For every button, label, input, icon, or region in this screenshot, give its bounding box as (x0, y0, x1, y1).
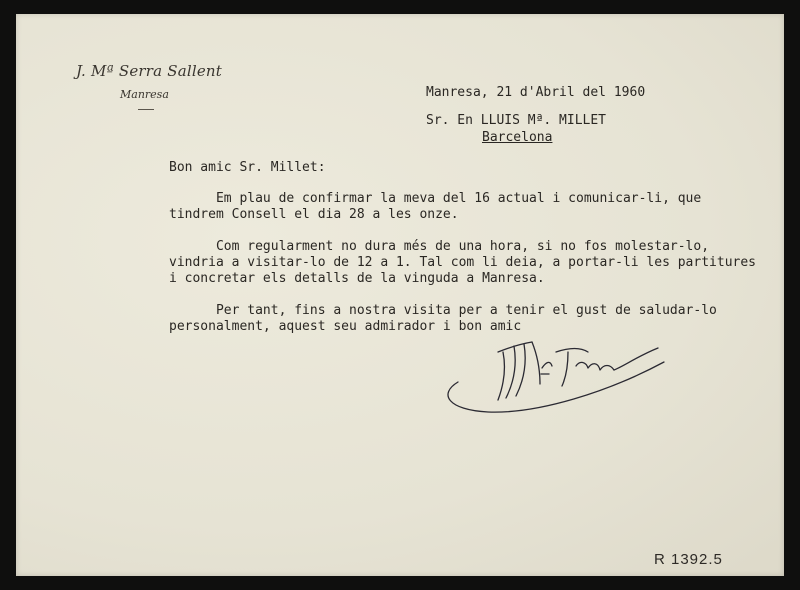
paragraph-1-line: Em plau de confirmar la meva del 16 actual i comunicar-li, que (169, 191, 702, 206)
archive-reference: R 1392.5 (654, 551, 723, 568)
paragraph-1-line: tindrem Consell el dia 28 a les onze. (169, 207, 459, 222)
paragraph-2-line: vindria a visitar-lo de 12 a 1. Tal com li deia, a portar-li les partitures (169, 255, 756, 270)
letterhead (76, 62, 222, 110)
paragraph-3-line: personalment, aquest seu admirador i bon amic (169, 319, 522, 334)
paragraph-3-line: Per tant, fins a nostra visita per a tenir el gust de saludar-lo (169, 303, 717, 318)
letterhead-name: J. Mª Serra Sallent (76, 62, 223, 80)
place-date: Manresa, 21 d'Abril del 1960 (426, 85, 646, 100)
recipient: Sr. En LLUIS Mª. MILLET (426, 113, 607, 128)
letterhead-city: Manresa (120, 88, 169, 101)
handwritten-signature (428, 322, 668, 422)
recipient-city: Barcelona (482, 130, 553, 145)
letterhead-rule (138, 109, 154, 110)
letter-paper (16, 14, 784, 576)
paragraph-2-line: Com regularment no dura més de una hora, si no fos molestar-lo, (169, 239, 710, 254)
paragraph-2-line: i concretar els detalls de la vinguda a Manresa. (169, 271, 545, 286)
salutation: Bon amic Sr. Millet: (169, 160, 326, 175)
